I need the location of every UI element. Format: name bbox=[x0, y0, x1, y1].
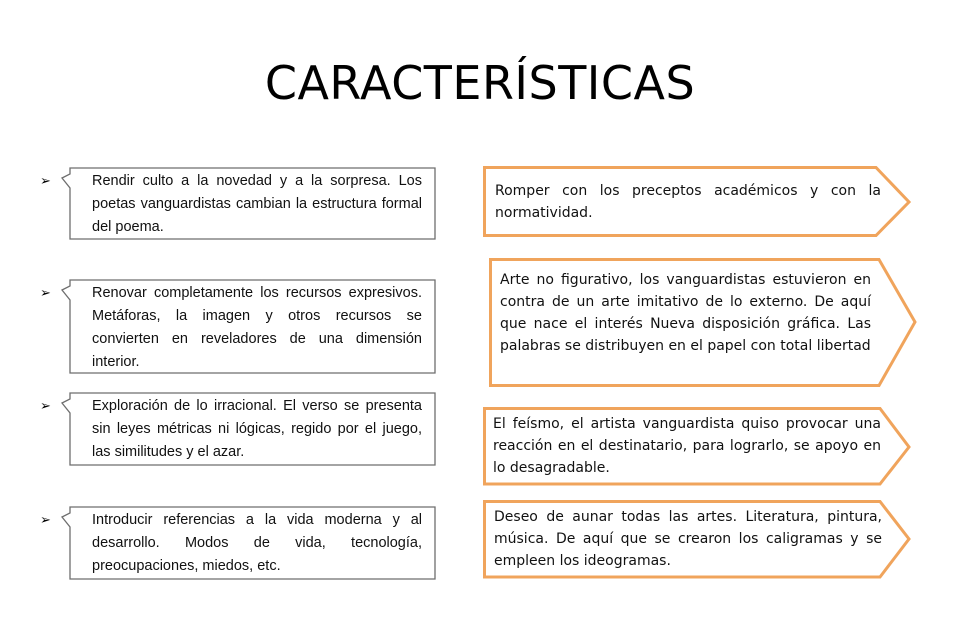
left-callout-text: Exploración de lo irracional. El verso se presenta sin leyes métricas ni lógicas, regido por el juego, las similitudes y el azar. bbox=[92, 398, 422, 460]
arrow-bullet-icon: ➢ bbox=[40, 399, 51, 414]
left-callout-text: Rendir culto a la novedad y a la sorpresa. Los poetas vanguardistas cambian la estructura formal del poema. bbox=[92, 173, 422, 235]
left-callout-text: Renovar completamente los recursos expresivos. Metáforas, la imagen y otros recursos se convierten en reveladores de una dimensión interior. bbox=[92, 285, 422, 370]
page-title: CARACTERÍSTICAS bbox=[264, 56, 696, 110]
arrow-bullet-icon: ➢ bbox=[40, 286, 51, 301]
arrow-bullet-icon: ➢ bbox=[40, 513, 51, 528]
arrow-bullet-icon: ➢ bbox=[40, 174, 51, 189]
right-arrow-text: Deseo de aunar todas las artes. Literatura, pintura, música. De aquí que se crearon los caligramas y se empleen los ideogramas. bbox=[494, 509, 882, 569]
right-arrow-text: Romper con los preceptos académicos y con la normatividad. bbox=[495, 183, 881, 221]
right-arrow-text: El feísmo, el artista vanguardista quiso provocar una reacción en el destinatario, para lograrlo, se apoyo en lo desagradable. bbox=[493, 416, 881, 476]
left-callout-text: Introducir referencias a la vida moderna y al desarrollo. Modos de vida, tecnología, preocupaciones, miedos, etc. bbox=[92, 512, 422, 574]
right-arrow-text: Arte no figurativo, los vanguardistas estuvieron en contra de un arte imitativo de lo externo. De aquí que nace el interés Nueva disposición gráfica. Las palabras se distribuyen en el papel con total libertad bbox=[500, 272, 871, 354]
